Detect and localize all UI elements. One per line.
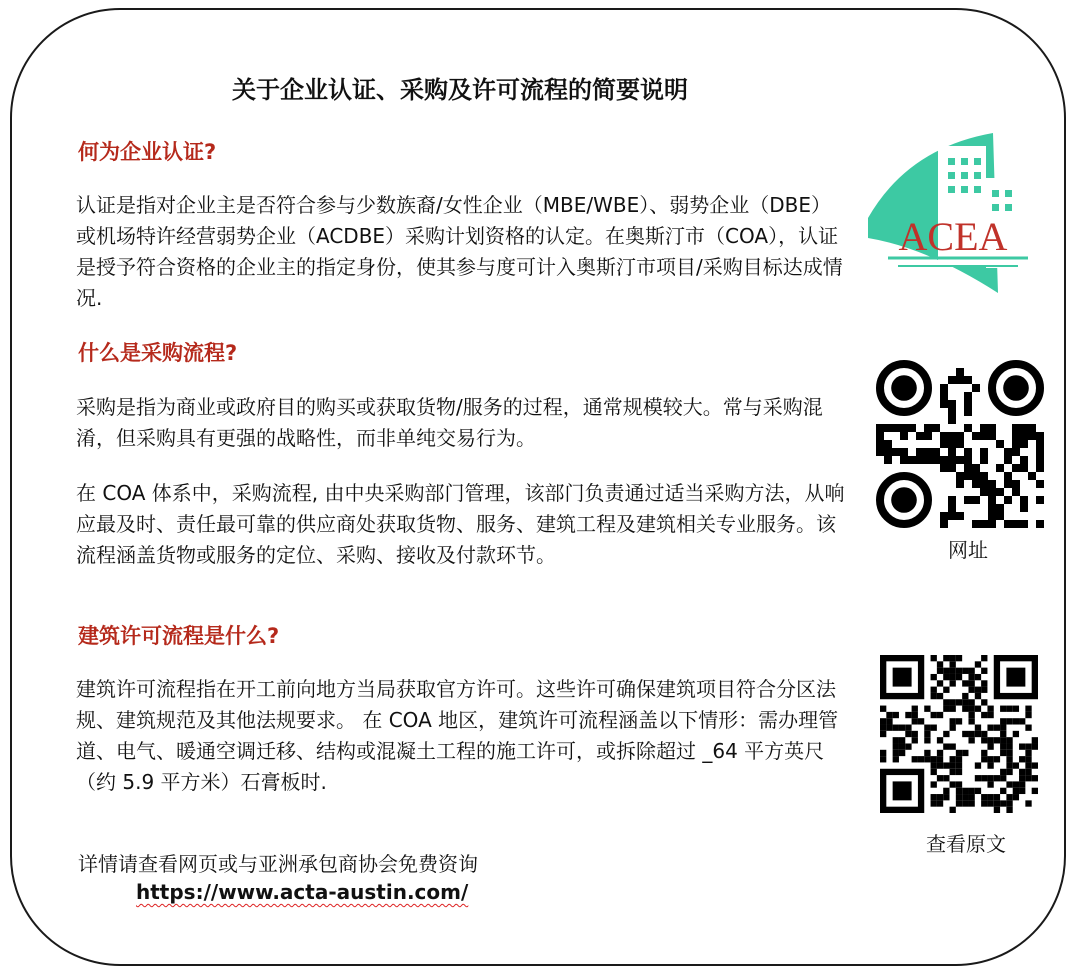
acea-logo (868, 128, 1038, 293)
section-heading-certification: 何为企业认证? (78, 140, 217, 164)
section-paragraph-procurement-2: 在 COA 体系中，采购流程, 由中央采购部门管理，该部门负责通过适当采购方法，从响应最及时、责任最可靠的供应商处获取货物、服务、建筑工程及建筑相关专业服务。该流程涵盖货物或服务的定位、采购、接收及付款环节。 (76, 481, 845, 567)
logo-text: ACEA (898, 214, 1008, 259)
section-paragraph-permit: 建筑许可流程指在开工前向地方当局获取官方许可。这些许可确保建筑项目符合分区法规、建筑规范及其他法规要求。 在 COA 地区，建筑许可流程涵盖以下情形：需办理管道、电气、暖通空调迁移、结构或混凝土工程的施工许可，或拆除超过 _64 平方英尺（约 5.9 平方米）石膏板时. (76, 677, 839, 794)
qr-code-icon-original[interactable] (880, 655, 1038, 813)
footer-text: 详情请查看网页或与亚洲承包商协会免费资询 (78, 852, 478, 876)
qr-code-icon-website[interactable] (876, 360, 1044, 528)
page-title: 关于企业认证、采购及许可流程的简要说明 (232, 76, 688, 104)
section-paragraph-certification: 认证是指对企业主是否符合参与少数族裔/女性企业（MBE/WBE）、弱势企业（DBE）或机场特许经营弱势企业（ACDBE）采购计划资格的认定。在奥斯汀市（COA），认证是授予符合资格的企业主的指定身份，使其参与度可计入奥斯汀市项目/采购目标达成情况. (76, 193, 843, 310)
section-heading-permit: 建筑许可流程是什么? (78, 624, 280, 648)
section-paragraph-procurement-1: 采购是指为商业或政府目的购买或获取货物/服务的过程，通常规模较大。常与采购混淆，但采购具有更强的战略性，而非单纯交易行为。 (76, 395, 823, 450)
qr-label-original: 查看原文 (926, 832, 1006, 856)
section-heading-procurement: 什么是采购流程? (78, 341, 238, 365)
website-link[interactable]: https://www.acta-austin.com/ (136, 880, 469, 904)
qr-label-website: 网址 (948, 538, 988, 562)
